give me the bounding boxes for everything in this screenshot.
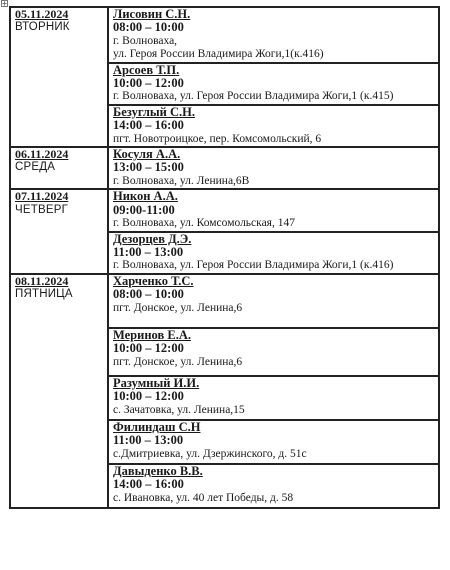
- entry-address: г. Волноваха, ул. Героя России Владимира Жоги,1 (к.415): [113, 90, 394, 103]
- table-row: [10, 274, 439, 328]
- day-date: 08.11.2024: [15, 273, 69, 288]
- entry-time: 08:00 – 10:00: [113, 20, 184, 35]
- schedule-entry: [108, 147, 439, 189]
- entry-address: г. Волноваха, ул. Ленина,6В: [113, 174, 250, 187]
- entry-person: Харченко Т.С.: [113, 273, 194, 288]
- schedule-entry: [108, 464, 439, 508]
- entry-person: Арсоев Т.П.: [113, 62, 180, 77]
- entry-time: 13:00 – 15:00: [113, 160, 184, 175]
- entry-person: Давыденко В.В.: [113, 463, 203, 478]
- entry-address: с. Ивановка, ул. 40 лет Победы, д. 58: [113, 491, 294, 504]
- entry-person: Разумный И.И.: [113, 376, 200, 391]
- entry-time: 09:00-11:00: [113, 202, 175, 217]
- entry-time: 14:00 – 16:00: [113, 118, 184, 133]
- day-cell: [10, 274, 108, 508]
- day-date: 05.11.2024: [15, 7, 69, 21]
- entry-time: 14:00 – 16:00: [113, 477, 184, 492]
- schedule-entry: [108, 63, 439, 105]
- schedule-entry: [108, 376, 439, 420]
- schedule-entry: [108, 189, 439, 231]
- day-cell: [10, 147, 108, 189]
- day-weekday: ПЯТНИЦА: [15, 288, 73, 301]
- entry-address: г. Волноваха, ул. Комсомольская, 147: [113, 217, 295, 230]
- entry-time: 11:00 – 13:00: [113, 433, 184, 448]
- entry-person: Никон А.А.: [113, 189, 178, 204]
- schedule-entry: [108, 7, 439, 63]
- entry-address: пгт. Донское, ул. Ленина,6: [113, 355, 243, 368]
- entry-person: Меринов Е.А.: [113, 328, 191, 342]
- schedule-entry: [108, 420, 439, 464]
- entry-address: пгт. Новотроицкое, пер. Комсомольский, 6: [113, 132, 322, 145]
- schedule-entry: [108, 105, 439, 147]
- table-row: [10, 147, 439, 189]
- schedule-table: [9, 6, 440, 509]
- entry-address: с. Зачатовка, ул. Ленина,15: [113, 403, 245, 416]
- entry-address: г. Волноваха, ул. Героя России Владимира Жоги,1 (к.416): [113, 259, 394, 272]
- entry-time: 10:00 – 12:00: [113, 341, 184, 356]
- day-cell: [10, 189, 108, 273]
- entry-person: Филиндаш С.Н: [113, 419, 201, 434]
- day-date: 06.11.2024: [15, 147, 69, 162]
- entry-address: с.Дмитриевка, ул. Дзержинского, д. 51с: [113, 447, 307, 460]
- day-cell: [10, 7, 108, 147]
- entry-person: Косуля А.А.: [113, 147, 181, 162]
- table-row: [10, 189, 439, 231]
- entry-time: 08:00 – 10:00: [113, 287, 184, 302]
- day-weekday: СРЕДА: [15, 161, 56, 174]
- day-weekday: ЧЕТВЕРГ: [15, 203, 68, 216]
- schedule-entry: [108, 232, 439, 274]
- schedule-entry: [108, 274, 439, 328]
- entry-address: ул. Героя России Владимира Жоги,1(к.416): [113, 48, 324, 61]
- entry-person: Лисовин С.Н.: [113, 7, 191, 21]
- entry-address: пгт. Донское, ул. Ленина,6: [113, 301, 243, 314]
- entry-person: Дезорцев Д.Э.: [113, 231, 192, 246]
- table-move-handle-icon: [1, 0, 8, 7]
- table-row: [10, 7, 439, 63]
- entry-time: 10:00 – 12:00: [113, 389, 184, 404]
- schedule-entry: [108, 328, 439, 376]
- entry-time: 10:00 – 12:00: [113, 76, 184, 91]
- entry-person: Безуглый С.Н.: [113, 104, 195, 119]
- day-date: 07.11.2024: [15, 189, 69, 204]
- entry-time: 11:00 – 13:00: [113, 244, 184, 259]
- entry-address: г. Волноваха,: [113, 34, 178, 47]
- day-weekday: ВТОРНИК: [15, 21, 70, 34]
